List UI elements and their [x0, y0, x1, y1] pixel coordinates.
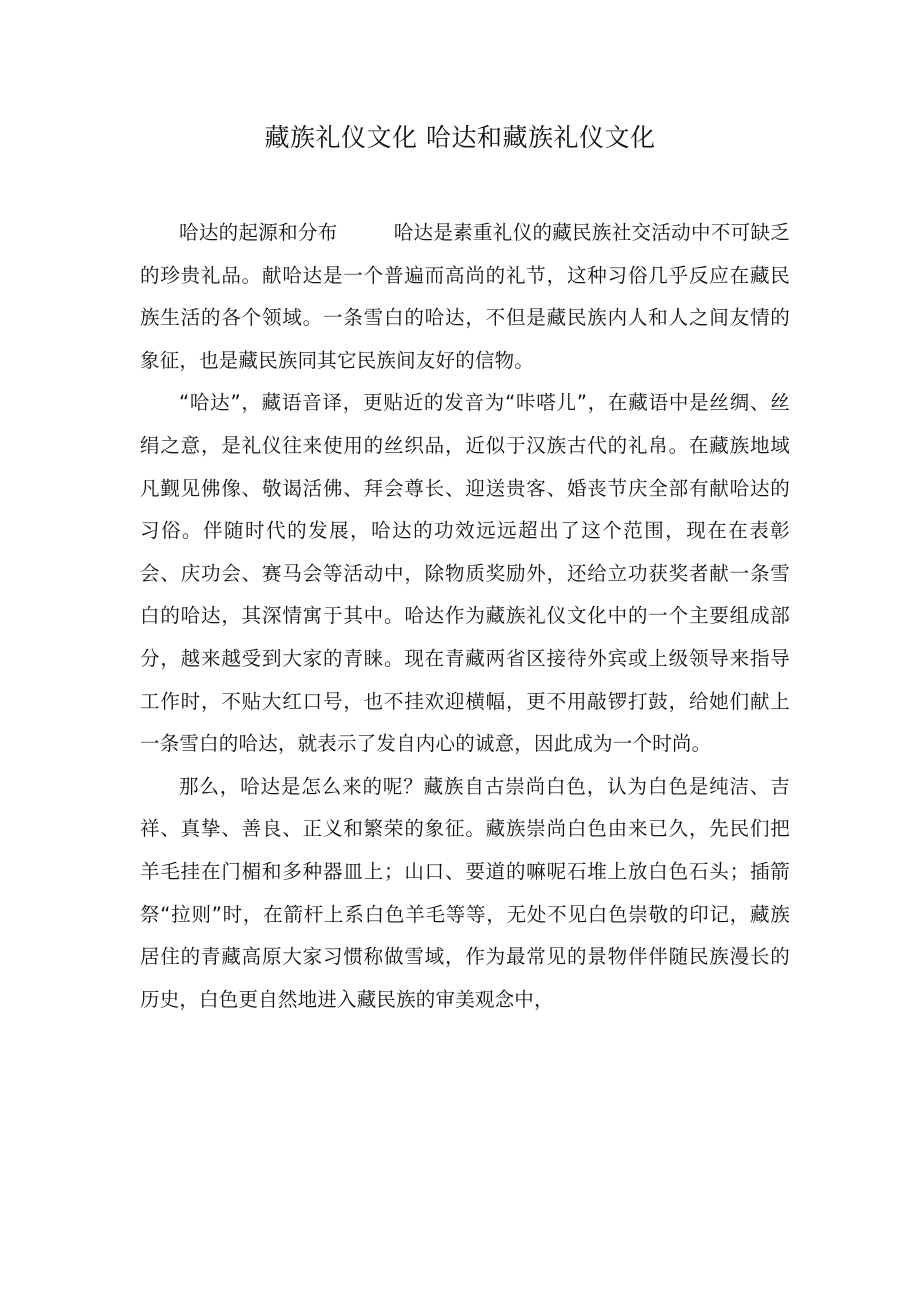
paragraph-1-text: 哈达是素重礼仪的藏民族社交活动中不可缺乏的珍贵礼品。献哈达是一个普遍而高尚的礼节，这种习俗几乎反应在藏民族生活的各个领域。一条雪白的哈达，不但是藏民族内人和人之间友情的象征，也是藏民族同其它民族间友好的信物。 — [140, 221, 790, 372]
document-body — [140, 212, 790, 1021]
paragraph-1-lead: 哈达的起源和分布 — [179, 221, 338, 244]
paragraph-1 — [140, 212, 790, 382]
document-title: 藏族礼仪文化 哈达和藏族礼仪文化 — [264, 123, 656, 152]
paragraph-3: 那么，哈达是怎么来的呢？藏族自古崇尚白色，认为白色是纯洁、吉祥、真挚、善良、正义和繁荣的象征。藏族崇尚白色由来已久，先民们把羊毛挂在门楣和多种器皿上；山口、要道的嘛呢石堆上放白色石头；插箭祭“拉则”时，在箭杆上系白色羊毛等等，无处不见白色崇敬的印记，藏族居住的青藏高原大家习惯称做雪域，作为最常见的景物伴伴随民族漫长的历史，白色更自然地进入藏民族的审美观念中， — [140, 774, 790, 1011]
paragraph-2: “哈达”，藏语音译，更贴近的发音为“咔嗒儿”，在藏语中是丝绸、丝绢之意，是礼仪往来使用的丝织品，近似于汉族古代的礼帛。在藏族地域凡觐见佛像、敬谒活佛、拜会尊长、迎送贵客、婚丧节庆全部有献哈达的习俗。伴随时代的发展，哈达的功效远远超出了这个范围，现在在表彰会、庆功会、赛马会等活动中，除物质奖励外，还给立功获奖者献一条雪白的哈达，其深情寓于其中。哈达作为藏族礼仪文化中的一个主要组成部分，越来越受到大家的青睐。现在青藏两省区接待外宾或上级领导来指导工作时，不贴大红口号，也不挂欢迎横幅，更不用敲锣打鼓，给她们献上一条雪白的哈达，就表示了发自内心的诚意，因此成为一个时尚。 — [140, 391, 790, 756]
